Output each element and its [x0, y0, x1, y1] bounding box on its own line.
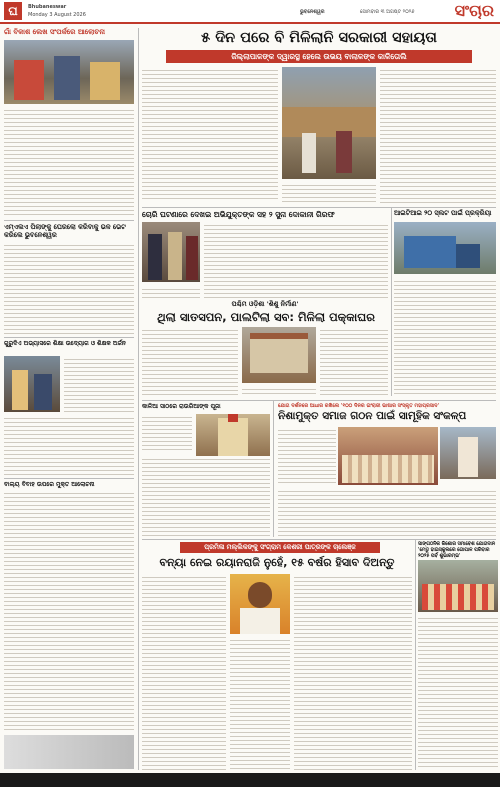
column-rule — [273, 401, 274, 537]
bottom-portrait — [230, 574, 290, 634]
yoga-photo — [338, 427, 438, 485]
left2-headline: ଏମ୍ଏଲଏ ପିଲାଙ୍କୁ ଘେରଲୋ କରିବାକୁ ଭଳ ଭେଟ କରିଲେ ଭୁବନେଶ୍ୱର — [4, 223, 126, 239]
left3-headline: ଗୁରୁଦିଏ ଅଭ୍ୟାସରେ ଶିକ୍ଷା ଉଦ୍ୟୋଗ ଓ ଶିକ୍ଷକ ଅର୍ଜନ — [4, 340, 126, 347]
temple-body-2 — [142, 456, 270, 536]
mid-body-1 — [142, 327, 238, 397]
gold-caption — [142, 286, 200, 298]
temple-photo — [196, 414, 270, 460]
page-number: ଘ — [4, 2, 22, 20]
right-bottom-photo — [418, 560, 498, 612]
tata-headline: ଆଇଟିଆଇ ୨୦ ସ୍ଲଟ ପାଇଁ ପ୍ରକ୍ରିୟା — [394, 209, 492, 217]
yoga-kicker: ଯୋଗ ଦର୍ଶନରେ ଆଧାର ରଖିଲେ '୧୦୦ ଦିନର ଇଂରାଜୀ ଭାଷାର ସଂସ୍କୃତ ମହାପ୍ରସାଦ' — [278, 403, 440, 409]
bottom-body-3 — [294, 574, 412, 770]
photo-house — [282, 107, 376, 137]
photo-students — [422, 584, 494, 610]
mid-kicker: ପଶ୍ଚିମ ଓଡ଼ିଶା 'ଶିଶୁ ନିର୍ମାଣ' — [231, 300, 299, 308]
photo-figure — [302, 133, 316, 173]
divider — [4, 337, 134, 338]
photo-temple — [218, 418, 248, 456]
column-rule — [415, 540, 416, 770]
column-rule — [391, 208, 392, 396]
yoga-headline: ନିଶାମୁକ୍ତ ସମାଜ ଗଠନ ପାଇଁ ସାମୂହିକ ସଂକଳ୍ପ — [278, 410, 467, 422]
photo-figure — [12, 370, 28, 410]
mid-headline: ଥିଲା ସାତସପନ, ପାଲଟିଲା ସବ: ମିଳିଲା ପକ୍କାଘର — [157, 310, 375, 324]
left3-body — [64, 356, 134, 412]
photo-shirt — [240, 608, 280, 634]
photo-figure — [168, 232, 182, 280]
lead-headline: ୫ ଦିନ ପରେ ବି ମିଳିଲାନି ସରକାରୀ ସହାୟତା — [201, 30, 437, 46]
left4-body — [4, 490, 134, 730]
mid-caption — [242, 386, 316, 397]
photo-figure — [186, 236, 198, 280]
yoga-photo-2 — [440, 427, 496, 479]
lead-subheadline: ଜିଲ୍ଲାପାଳଙ୍କ ଦ୍ୱାରସ୍ଥ ହେଲେ ଉଭୟ ବାଲାଳଙ୍କ କାଳିତୋଲି — [166, 50, 472, 63]
left1-photo — [4, 40, 134, 104]
photo-figure — [336, 131, 352, 173]
photo-crowd — [342, 455, 434, 483]
divider — [142, 539, 496, 540]
temple-headline: କାଳିଆ ସାଠରେ ରାଉରିଆଙ୍କ ପୂଜା — [142, 403, 221, 410]
photo-flag — [228, 414, 238, 422]
right-bottom-body — [418, 615, 498, 770]
header-city: Bhubaneswar — [28, 4, 67, 10]
left1-body — [4, 107, 134, 217]
photo-roof — [250, 333, 308, 339]
mid-body-2 — [320, 327, 388, 397]
bottom-kicker: ପ୍ରମିଳା ମଲ୍ଲିକଙ୍କୁ ସଂଗ୍ରାମ କେଶରୀ ପାତ୍ରଙ୍କ ଚାଲେଞ୍ଜ — [180, 542, 380, 553]
photo-figure — [34, 374, 52, 410]
divider — [142, 207, 496, 208]
divider — [4, 220, 134, 221]
header-section: ଭୁବନେଶ୍ୱର — [300, 9, 325, 15]
bottom-body-1 — [142, 574, 226, 770]
lead-photo-caption — [282, 182, 376, 204]
photo-figure — [148, 234, 162, 280]
left3-body-cont — [4, 415, 134, 475]
photo-figure-1 — [14, 60, 44, 100]
header-date-odia: ସୋମବାର ୩ ଅଗଷ୍ଟ ୨୦୨୬ — [360, 9, 415, 15]
column-rule — [138, 28, 139, 770]
divider — [142, 400, 496, 401]
yoga-body-1 — [278, 427, 336, 485]
tata-photo — [394, 222, 496, 274]
photo-figure — [458, 437, 478, 477]
divider — [4, 478, 134, 479]
header-date: Monday 3 August 2026 — [28, 12, 86, 18]
photo-truck — [404, 236, 456, 268]
yoga-body-2 — [278, 488, 496, 536]
masthead-logo: ସଂଚାର — [454, 1, 494, 20]
footer-color-bar — [0, 773, 500, 787]
photo-house — [250, 337, 308, 373]
left3-photo — [4, 356, 60, 412]
photo-truck-cab — [456, 244, 480, 268]
left-bottom-strip — [4, 735, 134, 769]
lead-photo — [282, 67, 376, 179]
bottom-headline: ବନ୍ୟା ନେଇ ରୟାନରାଜି ନୁହେଁ, ୧୫ ବର୍ଷର ହିସାବ ଦିଅନ୍ତୁ — [159, 556, 395, 569]
right-bottom-headline: ସାଙ୍ଗଠନିକ କିଶୋର ସମାବେଶ ଯୋଗଦାନ 'ମେଡୁ ହାଇସ୍କୁଲରେ ଗୋପାଳ ପରିବାର ୨୦୨୫ ପର୍ବ ଶୁଭାରମ୍ଭ' — [418, 542, 495, 559]
left2-body — [4, 242, 134, 334]
tata-body — [394, 278, 496, 396]
photo-head — [248, 582, 272, 608]
gold-photo — [142, 222, 200, 282]
bottom-body-2 — [230, 637, 290, 770]
lead-body-2 — [380, 67, 496, 204]
left1-headline: ଗାଁ ବିକାଶ ଲେଖ ସଂପର୍କରେ ଆଲୋଚନା — [4, 28, 105, 36]
left4-headline: ବାଲ୍ୟ ବିବାହ ଉପରେ ମୁକ୍ତ ଆଲୋଚନା — [4, 481, 95, 488]
temple-body-1 — [142, 414, 192, 452]
gold-body — [204, 222, 388, 298]
photo-figure-2 — [54, 56, 80, 100]
gold-headline: ଚୋରି ଘଟଣାରେ ଦେଖଇ ଅଭିଯୁକ୍ତଙ୍କ ସହ ୨ ସୁନା ଦୋକାନୀ ଗିରଫ — [142, 210, 335, 219]
mid-photo — [242, 327, 316, 383]
photo-figure-3 — [90, 62, 120, 100]
lead-body-1 — [142, 67, 278, 202]
